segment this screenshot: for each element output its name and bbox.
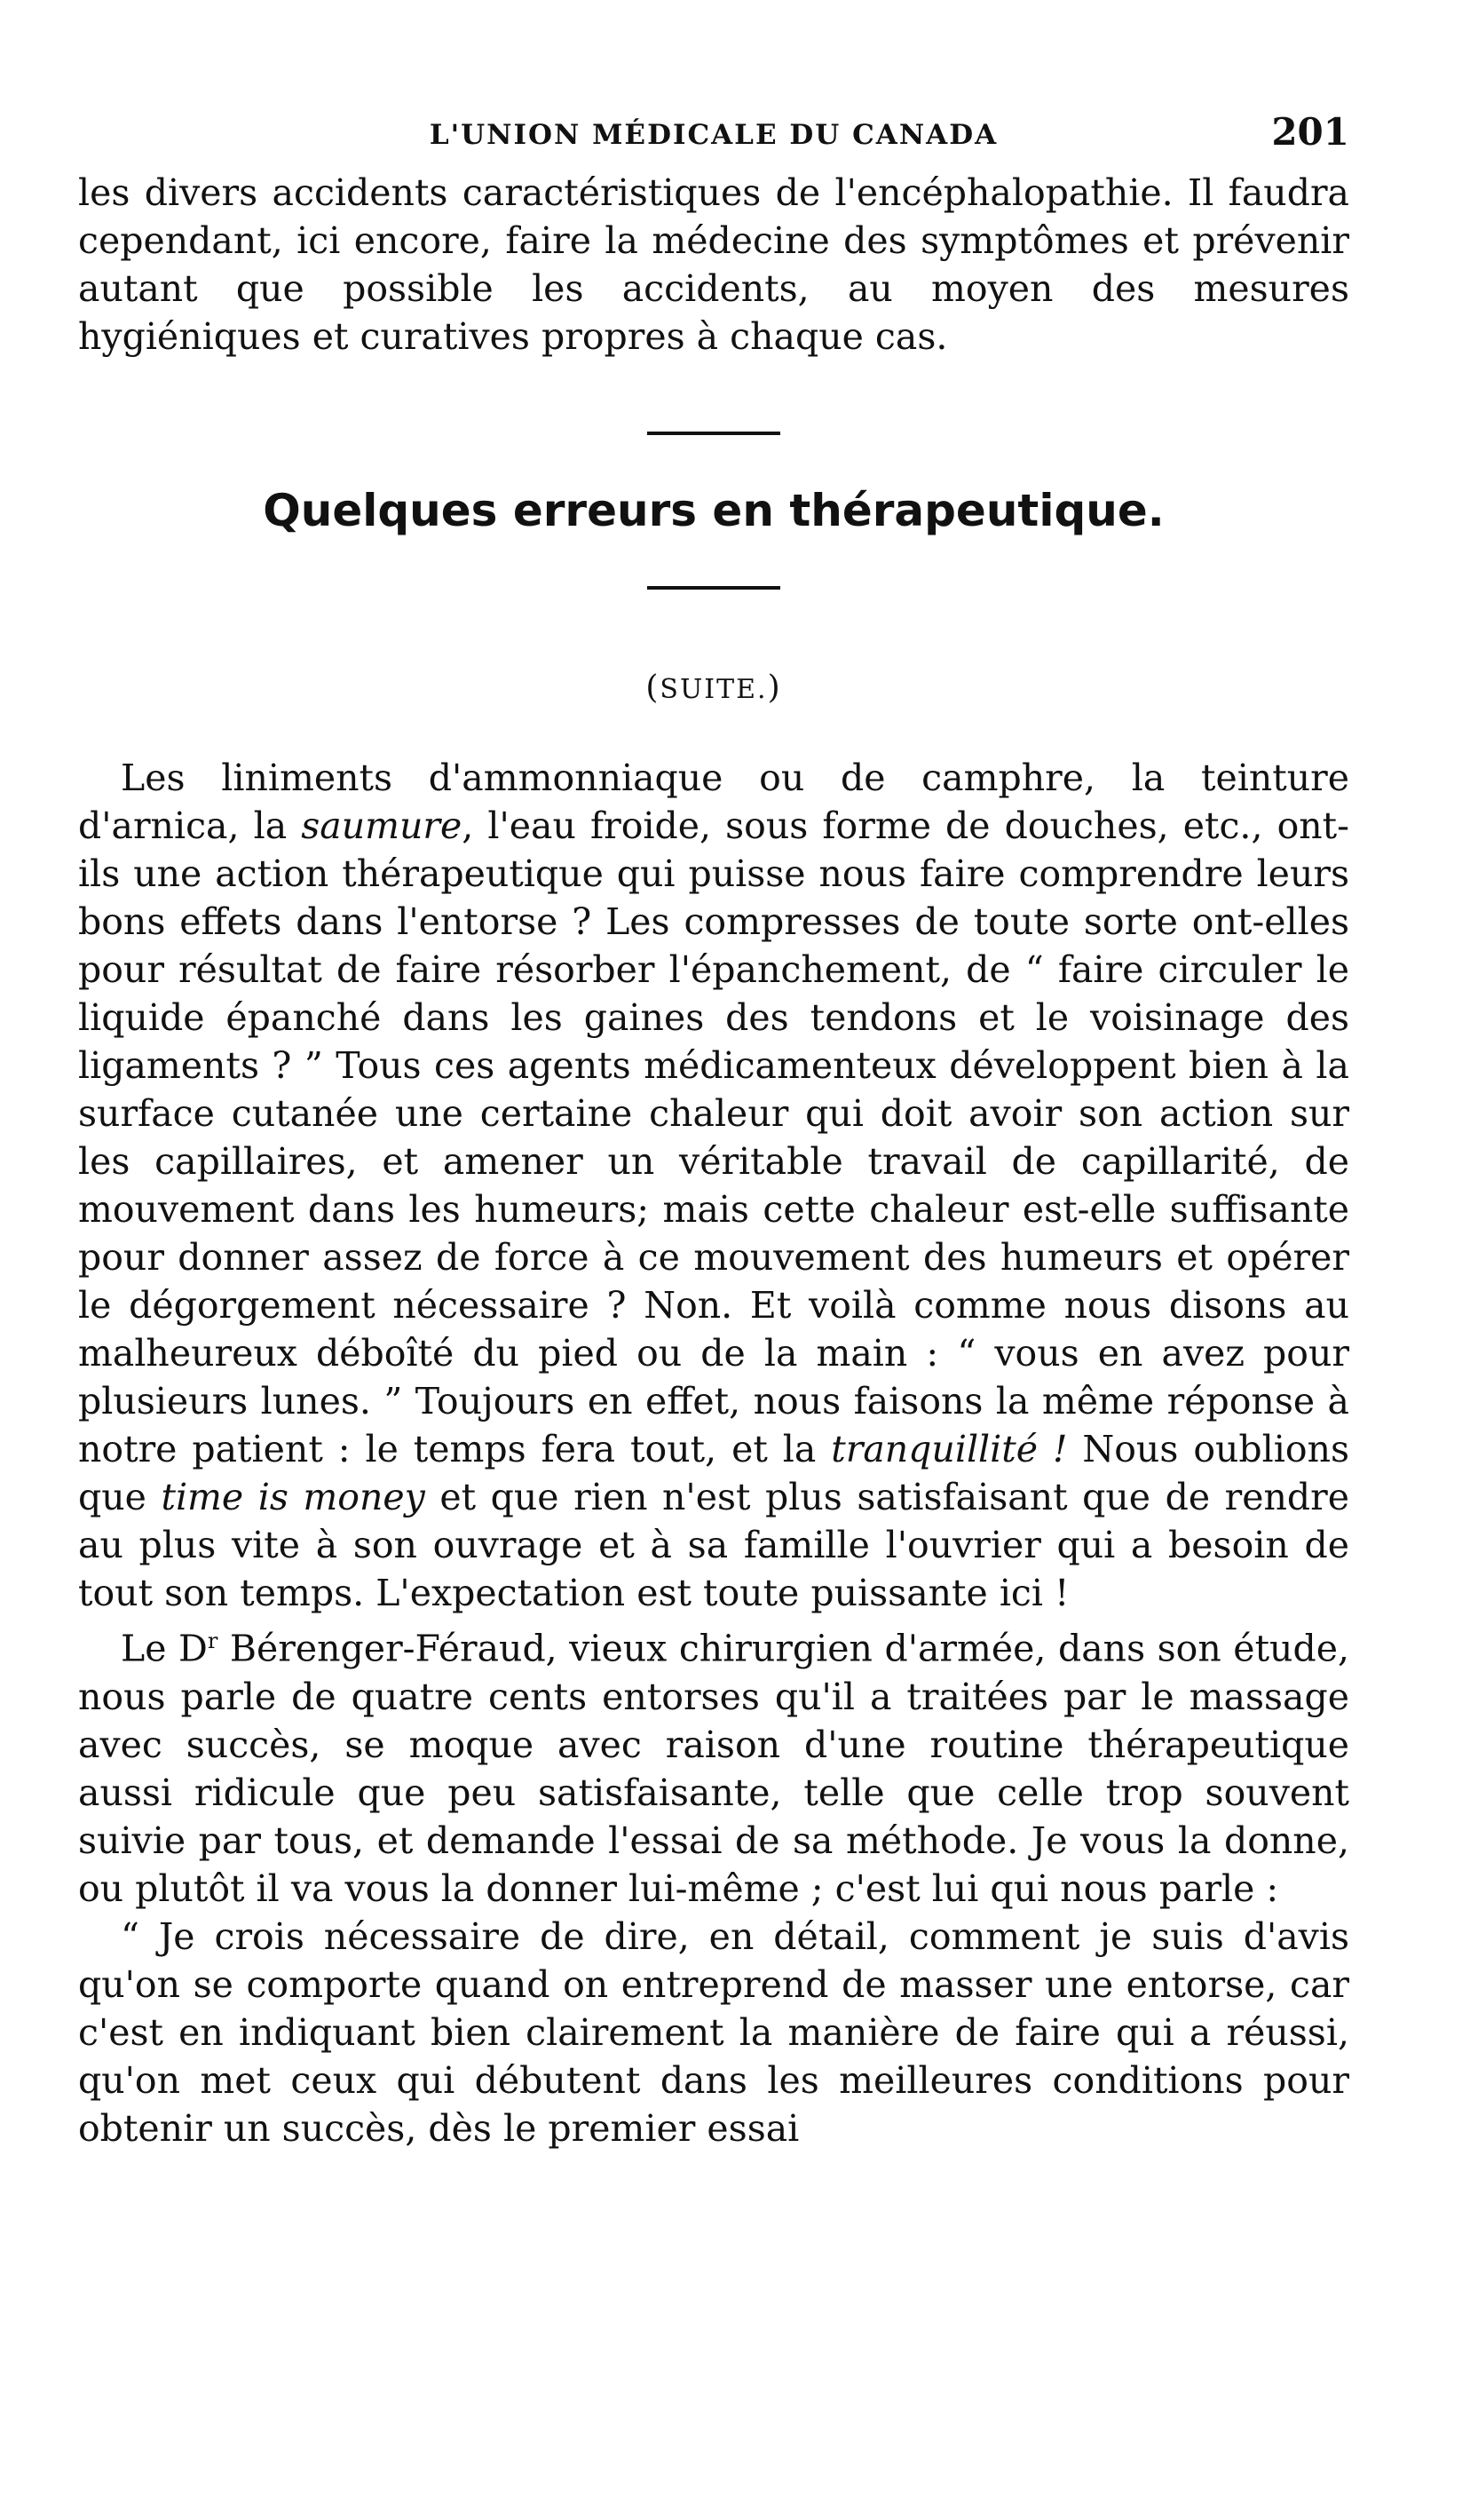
separator-rule-bottom bbox=[647, 586, 780, 590]
paragraph-berenger-feraud bbox=[78, 1617, 1349, 1913]
p1-text-3: Nous oublions que bbox=[78, 1428, 1350, 1518]
p1-italic-tranquillite: tranquillité ! bbox=[831, 1428, 1068, 1470]
paragraph-liniments bbox=[78, 754, 1349, 1617]
p2-text-2: Bérenger-Féraud, vieux chirurgien d'armée, dans son étude, nous parle de quatre cents entorses qu'il a traitées par le massage avec succès, se moque avec raison d'une routine thérapeutique aussi ridicule que peu satisfaisante, telle que celle trop souvent suivie par tous, et demande l'essai de sa méthode. Je vous la donne, ou plutôt il va vous la donner lui-même ; c'est lui qui nous parle : bbox=[78, 1627, 1349, 1910]
running-header bbox=[78, 107, 1349, 169]
paragraph-quote: “ Je crois nécessaire de dire, en détail, comment je suis d'avis qu'on se comporte quand on entreprend de masser une entorse, car c'est en indiquant bien clairement la manière de faire qui a réussi, qu'on met ceux qui débutent dans les meilleures conditions pour obtenir un succès, dès le premier essai bbox=[78, 1914, 1349, 2150]
suite-label bbox=[78, 670, 1349, 706]
p1-text-1: Les liniments d'ammonniaque ou de camphre, la teinture d'arnica, la bbox=[78, 757, 1349, 847]
suite-open-paren: ( bbox=[645, 670, 660, 706]
page-number: 201 bbox=[1271, 110, 1349, 154]
suite-close-paren: ) bbox=[767, 670, 782, 706]
p1-italic-saumure: saumure bbox=[301, 804, 462, 847]
suite-word: SUITE. bbox=[660, 674, 768, 705]
page-content bbox=[78, 107, 1349, 2152]
intro-paragraph: les divers accidents caractéristiques de l'encéphalopathie. Il faudra cependant, ici encore, faire la médecine des symptômes et prévenir autant que possible les accidents, au moyen des mesures hygiéniques et curatives propres à chaque cas. bbox=[78, 171, 1349, 358]
p1-text-2: , l'eau froide, sous forme de douches, etc., ont-ils une action thérapeutique qui puisse nous faire comprendre leurs bons effets dans l'entorse ? Les compresses de toute sorte ont-elles pour résultat de faire résorber l'épanchement, de “ faire circuler le liquide épanché dans les gaines des tendons et le voisinage des ligaments ? ” Tous ces agents médicamenteux développent bien à la surface cutanée une certaine chaleur qui doit avoir son action sur les capillaires, et amener un véritable travail de capillarité, de mouvement dans les humeurs; mais cette chaleur est-elle suffisante pour donner assez de force à ce mouvement des humeurs et opérer le dégorgement nécessaire ? Non. Et voilà comme nous disons au malheureux déboîté du pied ou de la main : “ vous en avez pour plusieurs lunes. ” Toujours en effet, nous faisons la même réponse à notre patient : le temps fera tout, et la bbox=[78, 804, 1349, 1470]
p2-superscript: r bbox=[207, 1628, 218, 1653]
p1-italic-time-is-money: time is money bbox=[161, 1476, 425, 1518]
article-title: Quelques erreurs en thérapeutique. bbox=[263, 485, 1165, 536]
p2-text-1: Le D bbox=[121, 1627, 208, 1670]
separator-rule-top bbox=[647, 432, 780, 435]
running-title: L'UNION MÉDICALE DU CANADA bbox=[429, 119, 999, 151]
p1-text-4: et que rien n'est plus satisfaisant que de rendre au plus vite à son ouvrage et à sa famille l'ouvrier qui a besoin de tout son temps. L'expectation est toute puissante ici ! bbox=[78, 1476, 1350, 1614]
